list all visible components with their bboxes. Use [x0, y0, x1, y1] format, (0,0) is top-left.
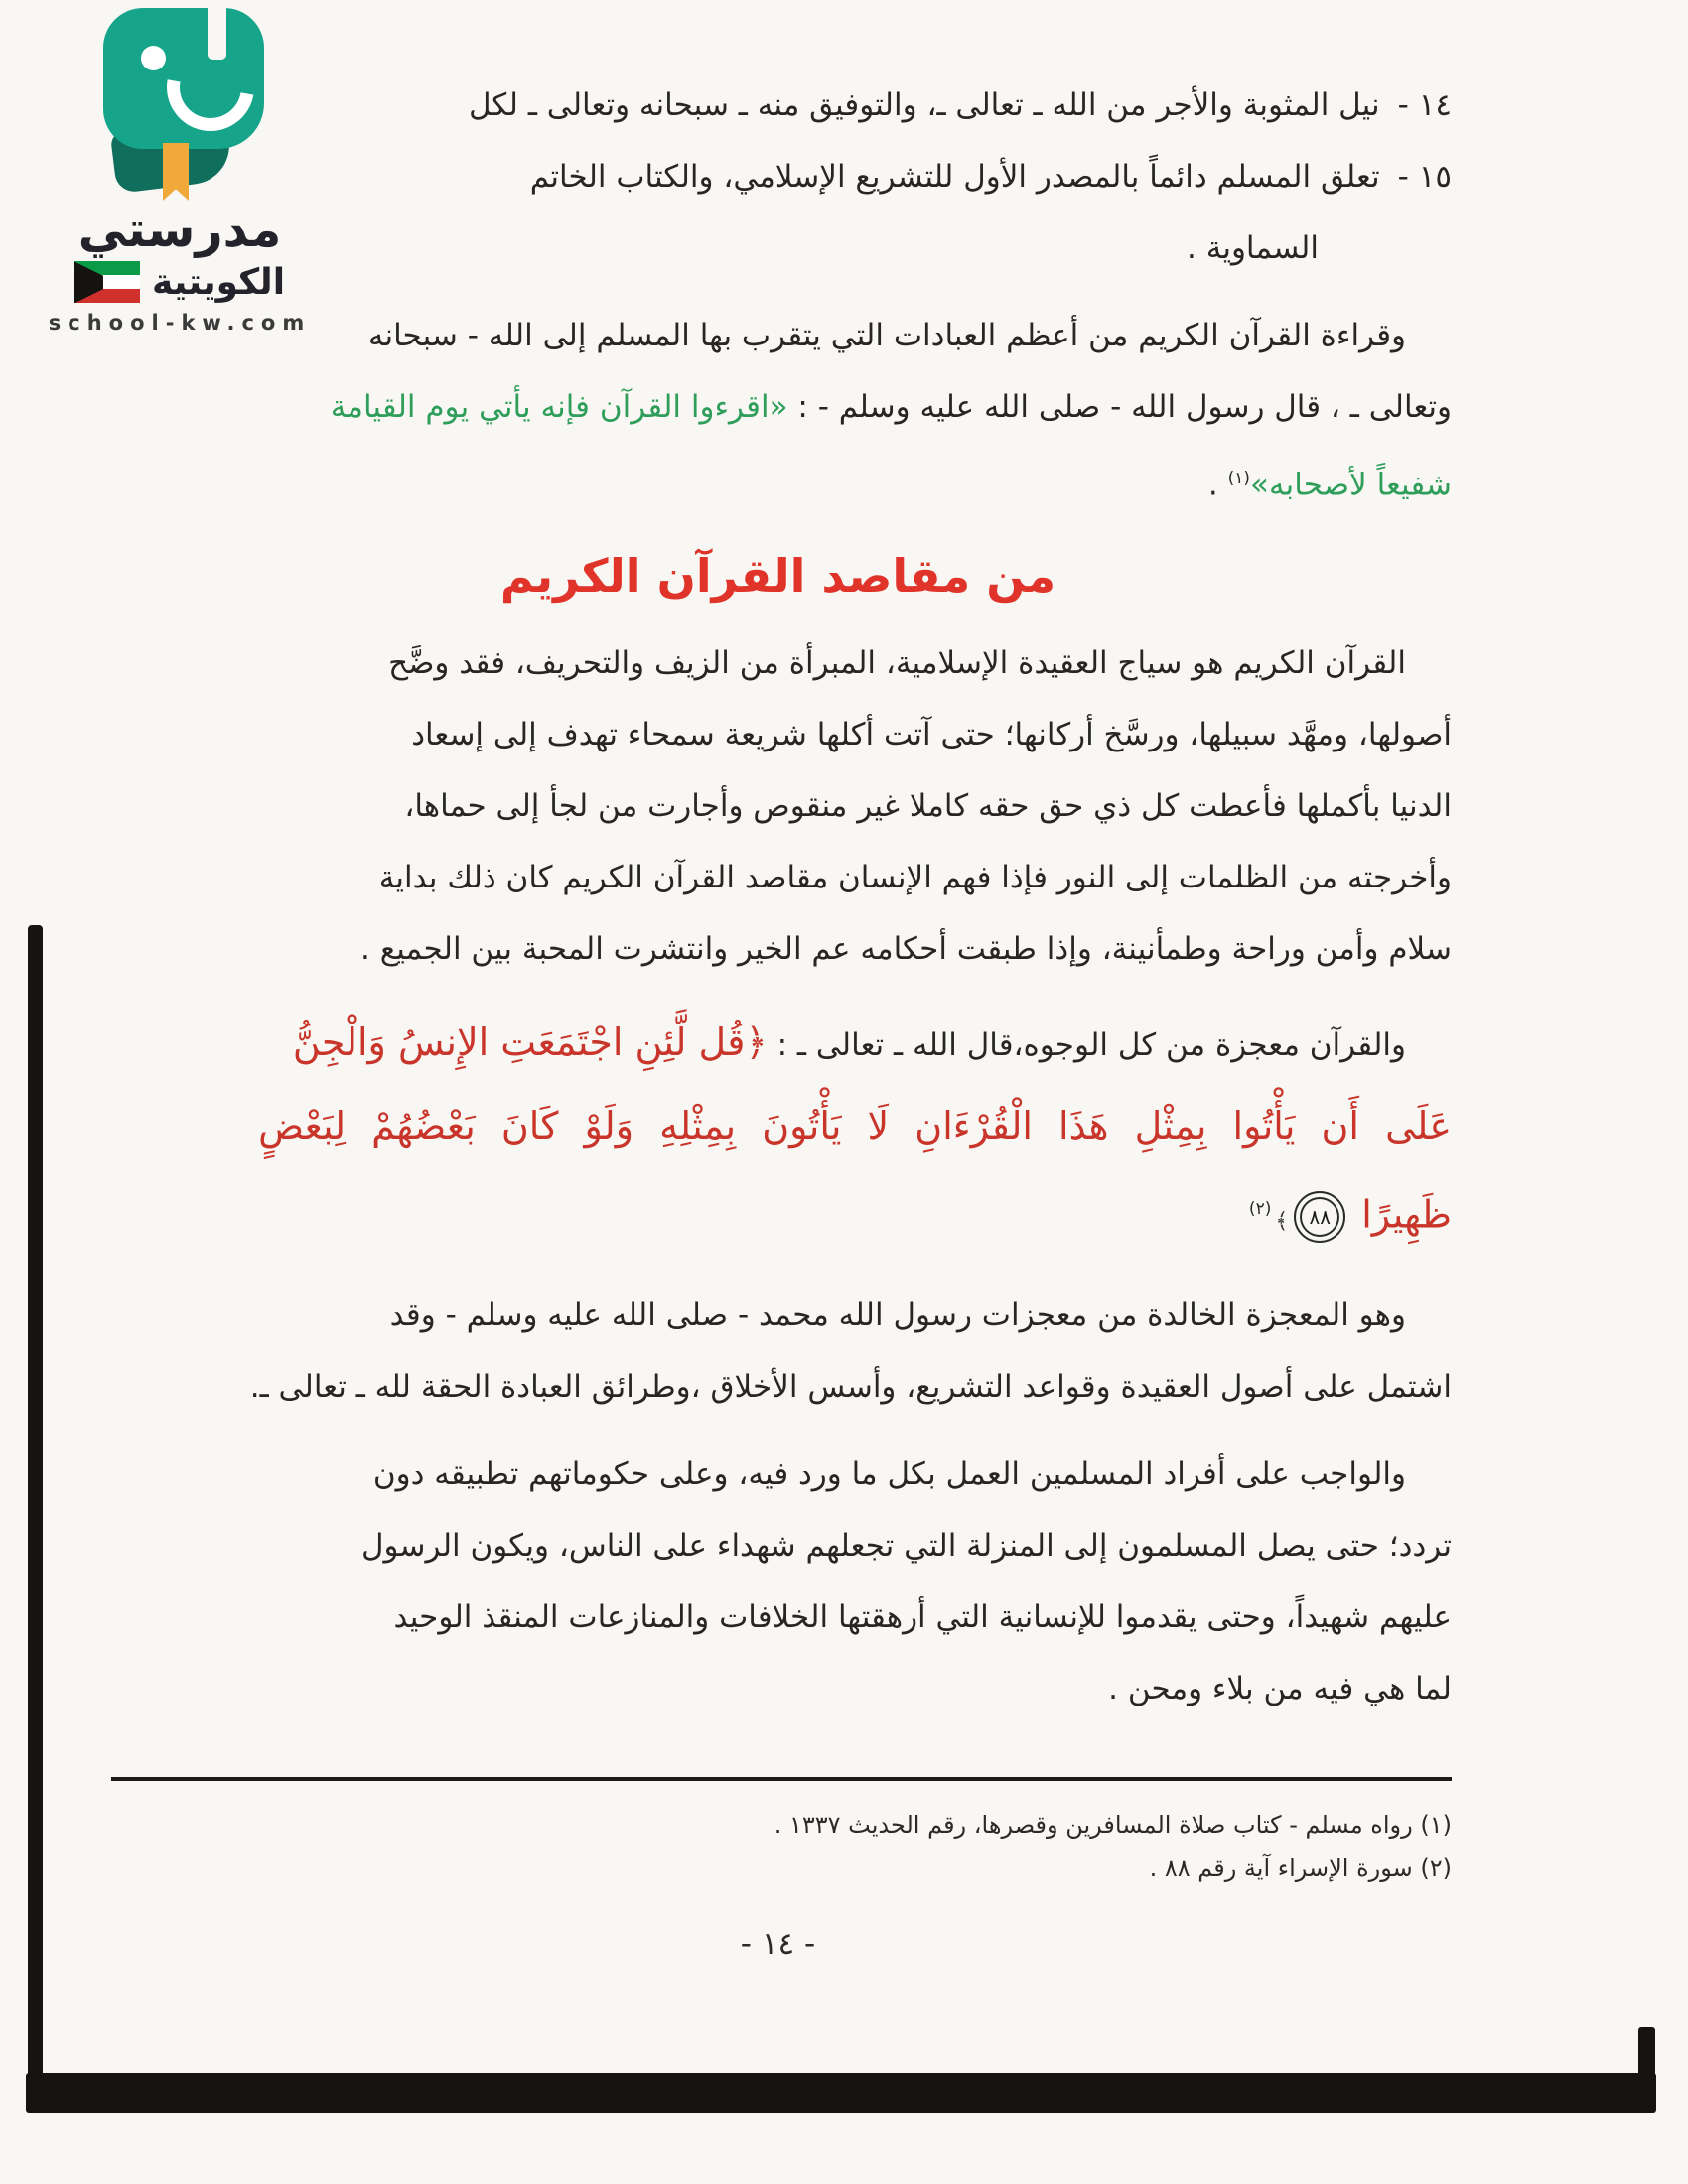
paragraph-quran-purposes: [104, 627, 1452, 985]
text-line: وهو المعجزة الخالدة من معجزات رسول الله محمد - صلى الله عليه وسلم - وقد: [389, 1297, 1406, 1333]
quran-verse-line: [104, 1167, 1452, 1264]
footnote-divider: [111, 1777, 1452, 1781]
footnote-ref-2: (٢): [1248, 1199, 1272, 1220]
scan-border-corner: [1638, 2027, 1655, 2087]
text-segment: والقرآن معجزة من كل الوجوه،قال الله ـ تعالى ـ :: [767, 1027, 1406, 1064]
text-line: تردد؛ حتى يصل المسلمون إلى المنزلة التي تجعلهم شهداء على الناس، ويكون الرسول: [360, 1527, 1452, 1564]
item-15-continuation: السماوية .: [1186, 230, 1319, 266]
logo-subtitle: الكويتية: [151, 261, 286, 303]
footnote-1: (١) رواه مسلم - كتاب صلاة المسافرين وقصرها، رقم الحديث ١٣٣٧ .: [774, 1811, 1452, 1839]
paragraph-muslims-duty: [104, 1438, 1452, 1724]
item-text: تعلق المسلم دائماً بالمصدر الأول للتشريع الإسلامي، والكتاب الخاتم: [529, 159, 1380, 195]
page-content: [104, 69, 1452, 1724]
paragraph-quran-reading: [104, 300, 1452, 520]
ayah-number-marker: ٨٨: [1294, 1191, 1345, 1243]
text-segment: .: [1207, 467, 1228, 503]
quran-verse-line: عَلَى أَن يَأْتُوا بِمِثْلِ هَذَا الْقُرْءَانِ لَا يَأْتُونَ بِمِثْلِهِ وَلَوْ كَانَ بَعْضُهُمْ لِبَعْضٍ: [258, 1104, 1452, 1149]
item-number: ١٤ -: [1397, 87, 1452, 123]
paragraph-quran-miracle: [104, 1001, 1452, 1264]
page-number: - ١٤ -: [740, 1926, 816, 1962]
quran-verse-line: ﴿قُل لَّئِنِ اجْتَمَعَتِ الإِنسُ وَالْجِنُّ: [292, 1021, 768, 1065]
item-number: ١٥ -: [1397, 159, 1452, 195]
numbered-item-15: [104, 141, 1452, 212]
text-line: [104, 1001, 1452, 1084]
text-line: لما هي فيه من بلاء ومحن .: [1108, 1670, 1452, 1706]
text-segment: وتعالى ـ ، قال رسول الله - صلى الله عليه وسلم - :: [787, 389, 1452, 425]
text-line: سلام وأمن وراحة وطمأنينة، وإذا طبقت أحكامه عم الخير وانتشرت المحبة بين الجميع .: [360, 931, 1452, 968]
section-heading: من مقاصد القرآن الكريم: [499, 549, 1056, 604]
text-line: اشتمل على أصول العقيدة وقواعد التشريع، وأسس الأخلاق ،وطرائق العبادة الحقة لله ـ تعالى ـ.: [249, 1368, 1452, 1405]
scan-border-bottom: [26, 2073, 1656, 2113]
hadith-text: شفيعاً لأصحابه»: [1250, 467, 1452, 503]
text-line: والواجب على أفراد المسلمين العمل بكل ما ورد فيه، وعلى حكوماتهم تطبيقه دون: [372, 1455, 1406, 1492]
paragraph-eternal-miracle: [104, 1280, 1452, 1423]
text-line: [104, 371, 1452, 443]
item-text: نيل المثوبة والأجر من الله ـ تعالى ـ، والتوفيق منه ـ سبحانه وتعالى ـ لكل: [468, 87, 1380, 123]
footnote-area: [111, 1777, 1452, 1890]
text-line: الدنيا بأكملها فأعطت كل ذي حق حقه كاملا غير منقوص وأجارت من لجأ إلى حماها،: [404, 788, 1452, 825]
verse-close-mark: ﴾: [1275, 1208, 1289, 1234]
footnote-ref-1: (١): [1227, 469, 1251, 488]
verse-word: ظَهِيرًا: [1361, 1192, 1452, 1237]
numbered-item-14: [104, 69, 1452, 141]
hadith-text: «اقرءوا القرآن فإنه يأتي يوم القيامة: [330, 389, 788, 425]
text-line: وأخرجته من الظلمات إلى النور فإذا فهم الإنسان مقاصد القرآن الكريم كان ذلك بداية: [378, 860, 1452, 896]
scan-border-left: [28, 925, 43, 2089]
logo-title: مدرستي: [77, 202, 282, 258]
text-line: [104, 443, 1452, 520]
logo-eye-dot: [141, 46, 166, 70]
logo-website: school-kw.com: [48, 311, 312, 336]
text-line: وقراءة القرآن الكريم من أعظم العبادات التي يتقرب بها المسلم إلى الله - سبحانه: [367, 318, 1406, 353]
text-line: أصولها، ومهَّد سبيلها، ورسَّخ أركانها؛ حتى آتت أكلها شريعة سمحاء تهدف إلى إسعاد: [411, 717, 1452, 753]
text-line: القرآن الكريم هو سياج العقيدة الإسلامية، المبرأة من الزيف والتحريف، فقد وضَّح: [388, 645, 1406, 682]
footnote-2: (٢) سورة الإسراء آية رقم ٨٨ .: [1149, 1854, 1452, 1882]
text-line: عليهم شهيداً، وحتى يقدموا للإنسانية التي أرهقتها الخلافات والمنازعات المنقذ الوحيد: [393, 1598, 1452, 1635]
